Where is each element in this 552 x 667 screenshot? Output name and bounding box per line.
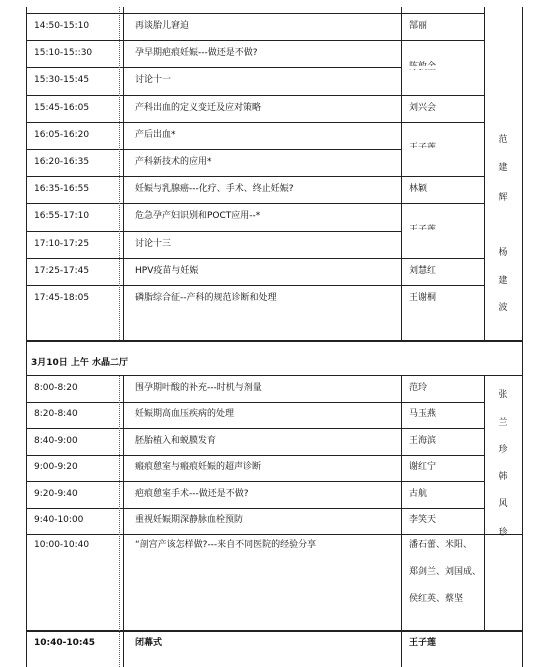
session-topic: 产科新技术的应用* bbox=[135, 157, 212, 168]
session-topic: 再谈胎儿窘迫 bbox=[135, 21, 190, 32]
session-speaker: 郜丽 bbox=[409, 21, 428, 32]
session-time: 8:40-9:00 bbox=[34, 435, 78, 446]
merge-mask bbox=[402, 66, 484, 69]
table-row bbox=[26, 258, 523, 285]
session-speaker: 范玲 bbox=[409, 382, 428, 393]
table-row bbox=[26, 375, 523, 402]
dotted-guide bbox=[119, 7, 120, 340]
session-speaker: 刘兴会 bbox=[409, 102, 437, 113]
session-topic: 产科出血的定义变迁及应对策略 bbox=[135, 102, 262, 113]
panel-row bbox=[26, 534, 523, 630]
column-divider bbox=[484, 375, 485, 630]
row-divider bbox=[26, 508, 484, 509]
row-divider bbox=[26, 13, 484, 14]
session-topic: HPV疫苗与妊娠 bbox=[135, 265, 199, 276]
session-time: 14:50-15:10 bbox=[34, 21, 90, 32]
table-row bbox=[26, 508, 523, 535]
table-row bbox=[26, 149, 523, 176]
chair-name-char: 张 bbox=[498, 390, 508, 400]
session-speaker: 林颖 bbox=[409, 184, 428, 195]
session-speaker: 刘慧红 bbox=[409, 265, 437, 276]
session-time: 9:00-9:20 bbox=[34, 462, 78, 473]
row-divider bbox=[26, 375, 523, 376]
chair-name-char: 辉 bbox=[498, 193, 508, 203]
session-time: 16:35-16:55 bbox=[34, 184, 90, 195]
session-speaker: 王海滨 bbox=[409, 435, 437, 446]
chair-name-char: 建 bbox=[498, 276, 508, 286]
table-row bbox=[26, 428, 523, 455]
chair-name-char: 韩 bbox=[498, 472, 508, 482]
section-divider bbox=[26, 340, 523, 342]
closing-time: 10:40-10:45 bbox=[34, 638, 96, 648]
session-speaker: 谢红宁 bbox=[409, 462, 437, 473]
section-title: 3月10日 上午 水晶二厅 bbox=[31, 358, 129, 368]
row-divider bbox=[26, 285, 484, 286]
chair-name-char: 建 bbox=[498, 163, 508, 173]
closing-speaker: 王子莲 bbox=[409, 638, 437, 648]
table-row bbox=[26, 203, 523, 230]
chair-name-char: 兰 bbox=[498, 418, 508, 428]
session-time: 16:05-16:20 bbox=[34, 129, 90, 140]
table-row bbox=[26, 455, 523, 482]
session-time: 15:30-15:45 bbox=[34, 75, 90, 86]
session-topic: 危急孕产妇识别和POCT应用--* bbox=[135, 211, 261, 222]
session-topic: 磷脂综合征--产科的规范诊断和处理 bbox=[135, 293, 277, 304]
chair-name-char: 波 bbox=[498, 303, 508, 313]
session-time: 8:20-8:40 bbox=[34, 409, 78, 420]
session-time: 17:45-18:05 bbox=[34, 293, 90, 304]
session-topic: 妊娠与乳腺癌---化疗、手术、终止妊娠? bbox=[135, 184, 294, 195]
chair-name-char: 珍 bbox=[498, 528, 508, 538]
panel-speaker-line: 侯红英、蔡坚 bbox=[409, 594, 464, 604]
chair-name-char: 杨 bbox=[498, 248, 508, 258]
row-divider bbox=[26, 40, 484, 41]
session-topic: 重视妊娠期深静脉血栓预防 bbox=[135, 515, 244, 526]
column-divider bbox=[123, 375, 124, 667]
session-topic: 孕早期疤痕妊娠---做还是不做? bbox=[135, 48, 258, 59]
session-topic: 妊娠期高血压疾病的处理 bbox=[135, 409, 235, 420]
table-row bbox=[26, 402, 523, 429]
session-topic: 胚胎植入和蜕膜发育 bbox=[135, 435, 217, 446]
chair-name-char: 珍 bbox=[498, 445, 508, 455]
session-topic: 瘢痕憩室与瘢痕妊娠的超声诊断 bbox=[135, 462, 262, 473]
closing-row bbox=[26, 630, 523, 664]
column-divider bbox=[401, 375, 402, 667]
session-topic: 产后出血* bbox=[135, 129, 176, 140]
session-speaker: 马玉燕 bbox=[409, 409, 437, 420]
row-divider bbox=[26, 203, 484, 204]
column-divider bbox=[484, 7, 485, 340]
panel-speaker-line: 潘石蕾、米阳、 bbox=[409, 540, 473, 550]
session-time: 16:20-16:35 bbox=[34, 157, 90, 168]
row-divider bbox=[26, 122, 484, 123]
closing-topic: 闭幕式 bbox=[135, 638, 163, 648]
session-time: 17:25-17:45 bbox=[34, 265, 90, 276]
table-row bbox=[26, 176, 523, 203]
row-divider bbox=[26, 428, 484, 429]
morning-schedule-table bbox=[26, 375, 523, 667]
session-topic: 围孕期叶酸的补充---时机与剂量 bbox=[135, 382, 262, 393]
session-speaker: 王谢桐 bbox=[409, 293, 437, 304]
row-divider bbox=[26, 481, 484, 482]
table-row bbox=[26, 481, 523, 508]
panel-speaker-line: 郑剑兰、刘国成、 bbox=[409, 567, 482, 577]
session-time: 15:45-16:05 bbox=[34, 102, 90, 113]
session-time: 16:55-17:10 bbox=[34, 211, 90, 222]
table-row bbox=[26, 285, 523, 319]
panel-topic: “剖宫产该怎样做?---来自不同医院的经验分享 bbox=[135, 540, 317, 550]
row-divider bbox=[26, 95, 484, 96]
row-divider bbox=[26, 455, 484, 456]
table-row bbox=[26, 13, 523, 40]
session-topic: 讨论十三 bbox=[135, 238, 172, 249]
table-row bbox=[26, 95, 523, 122]
row-divider bbox=[26, 402, 484, 403]
merge-mask bbox=[402, 148, 484, 151]
session-speaker: 李笑天 bbox=[409, 515, 437, 526]
chair-name-char: 风 bbox=[498, 499, 508, 509]
session-time: 9:20-9:40 bbox=[34, 488, 78, 499]
afternoon-schedule-table bbox=[26, 7, 523, 340]
column-divider bbox=[123, 7, 124, 340]
session-topic: 讨论十一 bbox=[135, 75, 172, 86]
session-time: 8:00-8:20 bbox=[34, 382, 78, 393]
session-time: 17:10-17:25 bbox=[34, 238, 90, 249]
table-row bbox=[26, 122, 523, 149]
merge-mask bbox=[402, 230, 484, 233]
table-row bbox=[26, 231, 523, 258]
session-time: 9:40-10:00 bbox=[34, 515, 84, 526]
session-time: 15:10-15::30 bbox=[34, 48, 93, 59]
chair-name-char: 范 bbox=[498, 135, 508, 145]
column-divider bbox=[401, 7, 402, 340]
table-row bbox=[26, 40, 523, 67]
panel-time: 10:00-10:40 bbox=[34, 540, 90, 550]
dotted-guide bbox=[119, 375, 120, 667]
session-speaker: 古航 bbox=[409, 488, 428, 499]
table-row bbox=[26, 67, 523, 94]
row-divider bbox=[26, 258, 484, 259]
session-topic: 疤痕憩室手术---做还是不做? bbox=[135, 488, 249, 499]
row-divider bbox=[26, 176, 484, 177]
